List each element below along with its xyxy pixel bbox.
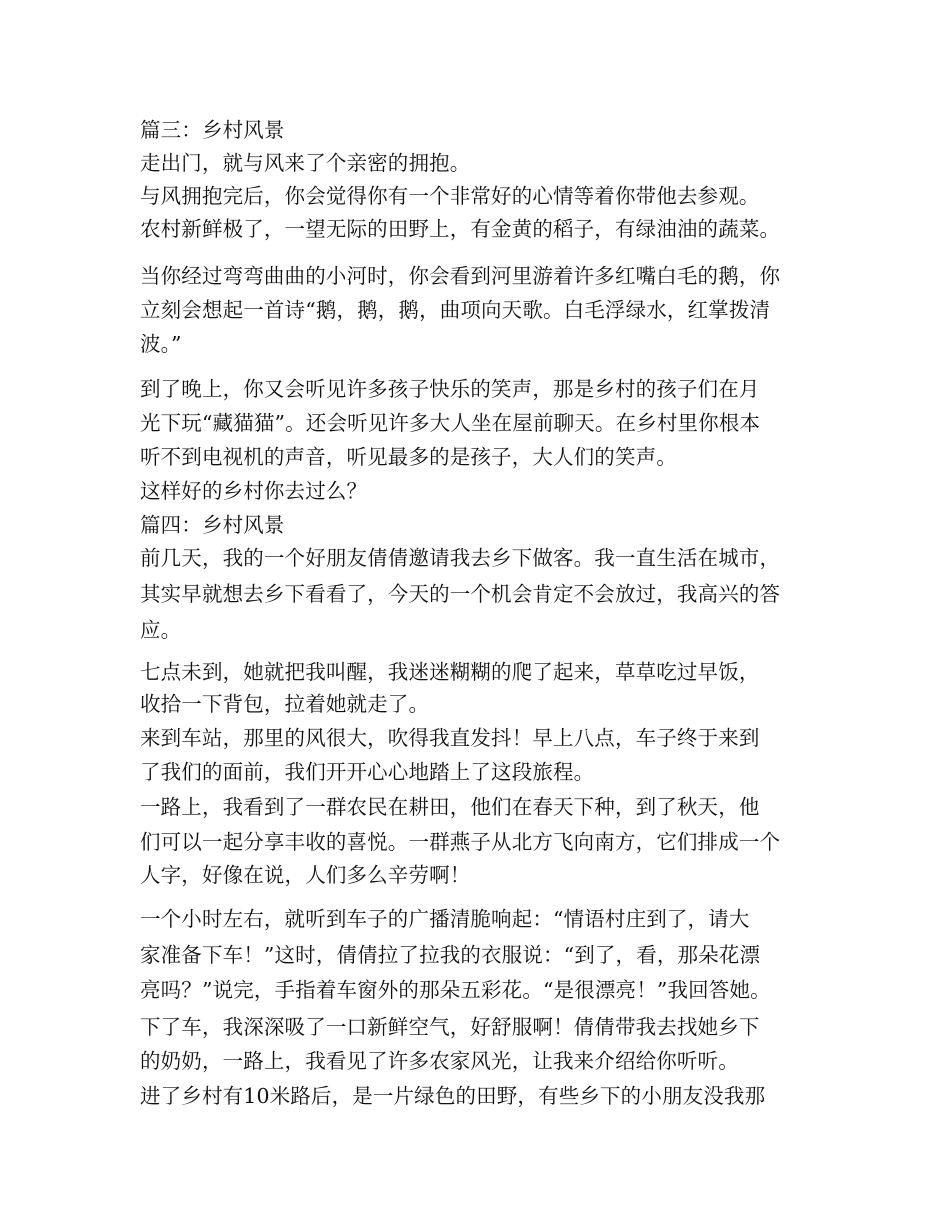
paragraph-line: 这样好的乡村你去过么？ [140, 479, 368, 503]
paragraph-line: 走出门，就与风来了个亲密的拥抱。 [140, 151, 471, 175]
paragraph-line: 来到车站，那里的风很大，吹得我直发抖！早上八点，车子终于来到 [140, 726, 760, 750]
paragraph-line: 下了车，我深深吸了一口新鲜空气，好舒服啊！倩倩带我去找她乡下 [140, 1015, 760, 1039]
paragraph-line: 们可以一起分享丰收的喜悦。一群燕子从北方飞向南方，它们排成一个 [140, 830, 781, 854]
paragraph-line: 当你经过弯弯曲曲的小河时，你会看到河里游着许多红嘴白毛的鹅，你 [140, 264, 781, 288]
paragraph-line: 其实早就想去乡下看看了，今天的一个机会肯定不会放过，我高兴的答 [140, 582, 781, 606]
paragraph-line: 一路上，我看到了一群农民在耕田，他们在春天下种，到了秋天，他 [140, 795, 760, 819]
paragraph-line: 收拾一下背包，拉着她就走了。 [140, 692, 430, 716]
paragraph-line: 亮吗？”说完，手指着车窗外的那朵五彩花。“是很漂亮！”我回答她。 [140, 978, 771, 1002]
paragraph-line: 了我们的面前，我们开开心心地踏上了这段旅程。 [140, 760, 595, 784]
paragraph-line: 与风拥抱完后，你会觉得你有一个非常好的心情等着你带他去参观。 [140, 184, 760, 208]
paragraph-line: 立刻会想起一首诗“鹅，鹅，鹅，曲项向天歌。白毛浮绿水，红掌拨清 [140, 298, 771, 322]
paragraph-line: 人字，好像在说，人们多么辛劳啊！ [140, 863, 471, 887]
section-heading: 篇三：乡村风景 [140, 118, 285, 142]
paragraph-line: 听不到电视机的声音，听见最多的是孩子，大人们的笑声。 [140, 445, 677, 469]
paragraph-line: 一个小时左右，就听到车子的广播清脆响起：“情语村庄到了，请大 [140, 907, 750, 931]
paragraph-line: 光下玩“藏猫猫”。还会听见许多大人坐在屋前聊天。在乡村里你根本 [140, 411, 761, 435]
paragraph-line: 前几天，我的一个好朋友倩倩邀请我去乡下做客。我一直生活在城市， [140, 546, 781, 570]
paragraph-line: 的奶奶，一路上，我看见了许多农家风光，让我来介绍给你听听。 [140, 1049, 739, 1073]
paragraph-line: 到了晚上，你又会听见许多孩子快乐的笑声，那是乡村的孩子们在月 [140, 377, 760, 401]
paragraph-line: 农村新鲜极了，一望无际的田野上，有金黄的稻子，有绿油油的蔬菜。 [140, 217, 781, 241]
paragraph-line: 七点未到，她就把我叫醒，我迷迷糊糊的爬了起来，草草吃过早饭， [140, 660, 760, 684]
paragraph-line: 波。” [140, 332, 182, 356]
section-heading: 篇四：乡村风景 [140, 513, 285, 537]
paragraph-line: 应。 [140, 618, 182, 642]
paragraph-line: 进了乡村有10米路后，是一片绿色的田野，有些乡下的小朋友没我那 [140, 1084, 766, 1108]
paragraph-line: 家准备下车！”这时，倩倩拉了拉我的衣服说：“到了，看，那朵花漂 [140, 943, 761, 967]
